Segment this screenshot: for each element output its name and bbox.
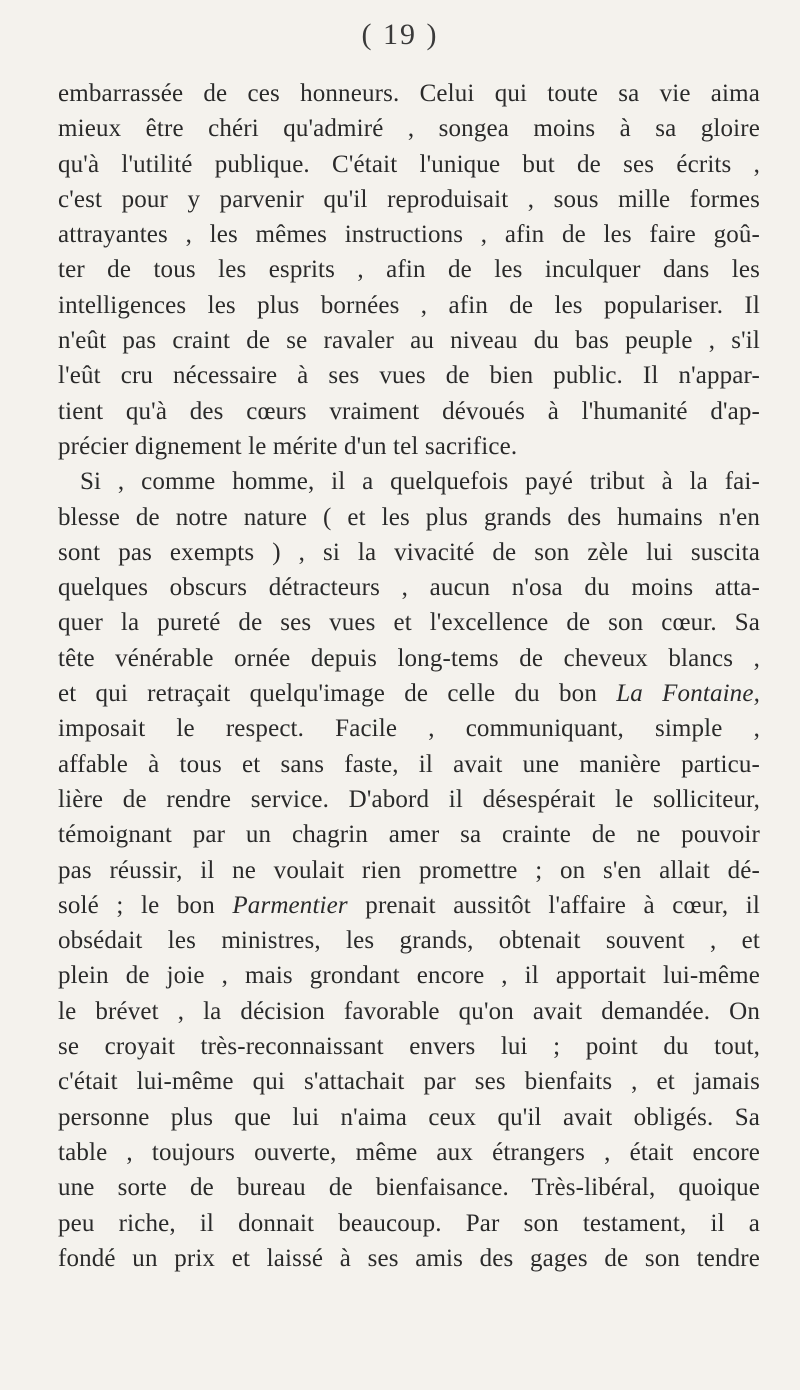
text-line: mieux être chéri qu'admiré , songea moins à sa gloire [58, 115, 760, 143]
text-line: se croyait très-reconnaissant envers lui ; point du tout, [58, 1033, 760, 1061]
italic-name-la-fontaine: La Fontaine, [616, 680, 760, 708]
text-line: obsédait les ministres, les grands, obtenait souvent , et [58, 927, 760, 955]
text-line: l'eût cru nécessaire à ses vues de bien public. Il n'appar- [58, 362, 760, 390]
text-line: pas réussir, il ne voulait rien promettre ; on s'en allait dé- [58, 856, 760, 884]
text-line: quer la pureté de ses vues et l'excellence de son cœur. Sa [58, 609, 760, 637]
text-line: embarrassée de ces honneurs. Celui qui toute sa vie aima [58, 80, 760, 107]
text-line: témoignant par un chagrin amer sa crainte de ne pouvoir [58, 821, 760, 849]
text-line: n'eût pas craint de se ravaler au niveau du bas peuple , s'il [58, 327, 760, 355]
text-line: lière de rendre service. D'abord il désespérait le solliciteur, [58, 785, 760, 813]
text-line: sont pas exempts ) , si la vivacité de son zèle lui suscita [58, 538, 760, 566]
text-segment: solé ; le bon [58, 891, 215, 919]
text-line: quelques obscurs détracteurs , aucun n'osa du moins atta- [58, 574, 760, 602]
body-text [58, 76, 760, 1276]
page-number: ( 19 ) [361, 18, 439, 51]
text-line: le brévet , la décision favorable qu'on avait demandée. On [58, 997, 760, 1025]
text-line [58, 888, 760, 923]
text-line: une sorte de bureau de bienfaisance. Très-libéral, quoique [58, 1174, 760, 1202]
text-line: fondé un prix et laissé à ses amis des gages de son tendre [58, 1244, 760, 1272]
italic-name-parmentier: Parmentier [232, 891, 348, 919]
text-line: intelligences les plus bornées , afin de les populariser. Il [58, 291, 760, 319]
text-line: affable à tous et sans faste, il avait une manière particu- [58, 750, 760, 778]
text-line: table , toujours ouverte, même aux étrangers , était encore [58, 1138, 760, 1166]
text-line-paragraph-end: précier dignement le mérite d'un tel sacrifice. [58, 432, 518, 460]
text-line-paragraph-start: Si , comme homme, il a quelquefois payé tribut à la fai- [80, 468, 760, 496]
text-line: plein de joie , mais grondant encore , il apportait lui-même [58, 962, 760, 990]
text-line [58, 676, 760, 711]
text-line: qu'à l'utilité publique. C'était l'unique but de ses écrits , [58, 150, 760, 178]
text-line: imposait le respect. Facile , communiquant, simple , [58, 715, 760, 743]
text-segment: et qui retraçait quelqu'image de celle du bon [58, 680, 597, 708]
text-line: attrayantes , les mêmes instructions , afin de les faire goû- [58, 221, 760, 249]
text-line: ter de tous les esprits , afin de les inculquer dans les [58, 256, 760, 284]
text-line: c'est pour y parvenir qu'il reproduisait , sous mille formes [58, 185, 760, 213]
text-line: blesse de notre nature ( et les plus grands des humains n'en [58, 503, 760, 531]
text-line: c'était lui-même qui s'attachait par ses bienfaits , et jamais [58, 1068, 760, 1096]
text-line: personne plus que lui n'aima ceux qu'il avait obligés. Sa [58, 1103, 760, 1131]
text-segment: prenait aussitôt l'affaire à cœur, il [365, 891, 760, 919]
text-line: peu riche, il donnait beaucoup. Par son testament, il a [58, 1209, 760, 1237]
text-line: tient qu'à des cœurs vraiment dévoués à l'humanité d'ap- [58, 397, 760, 425]
text-line: tête vénérable ornée depuis long-tems de cheveux blancs , [58, 644, 760, 672]
